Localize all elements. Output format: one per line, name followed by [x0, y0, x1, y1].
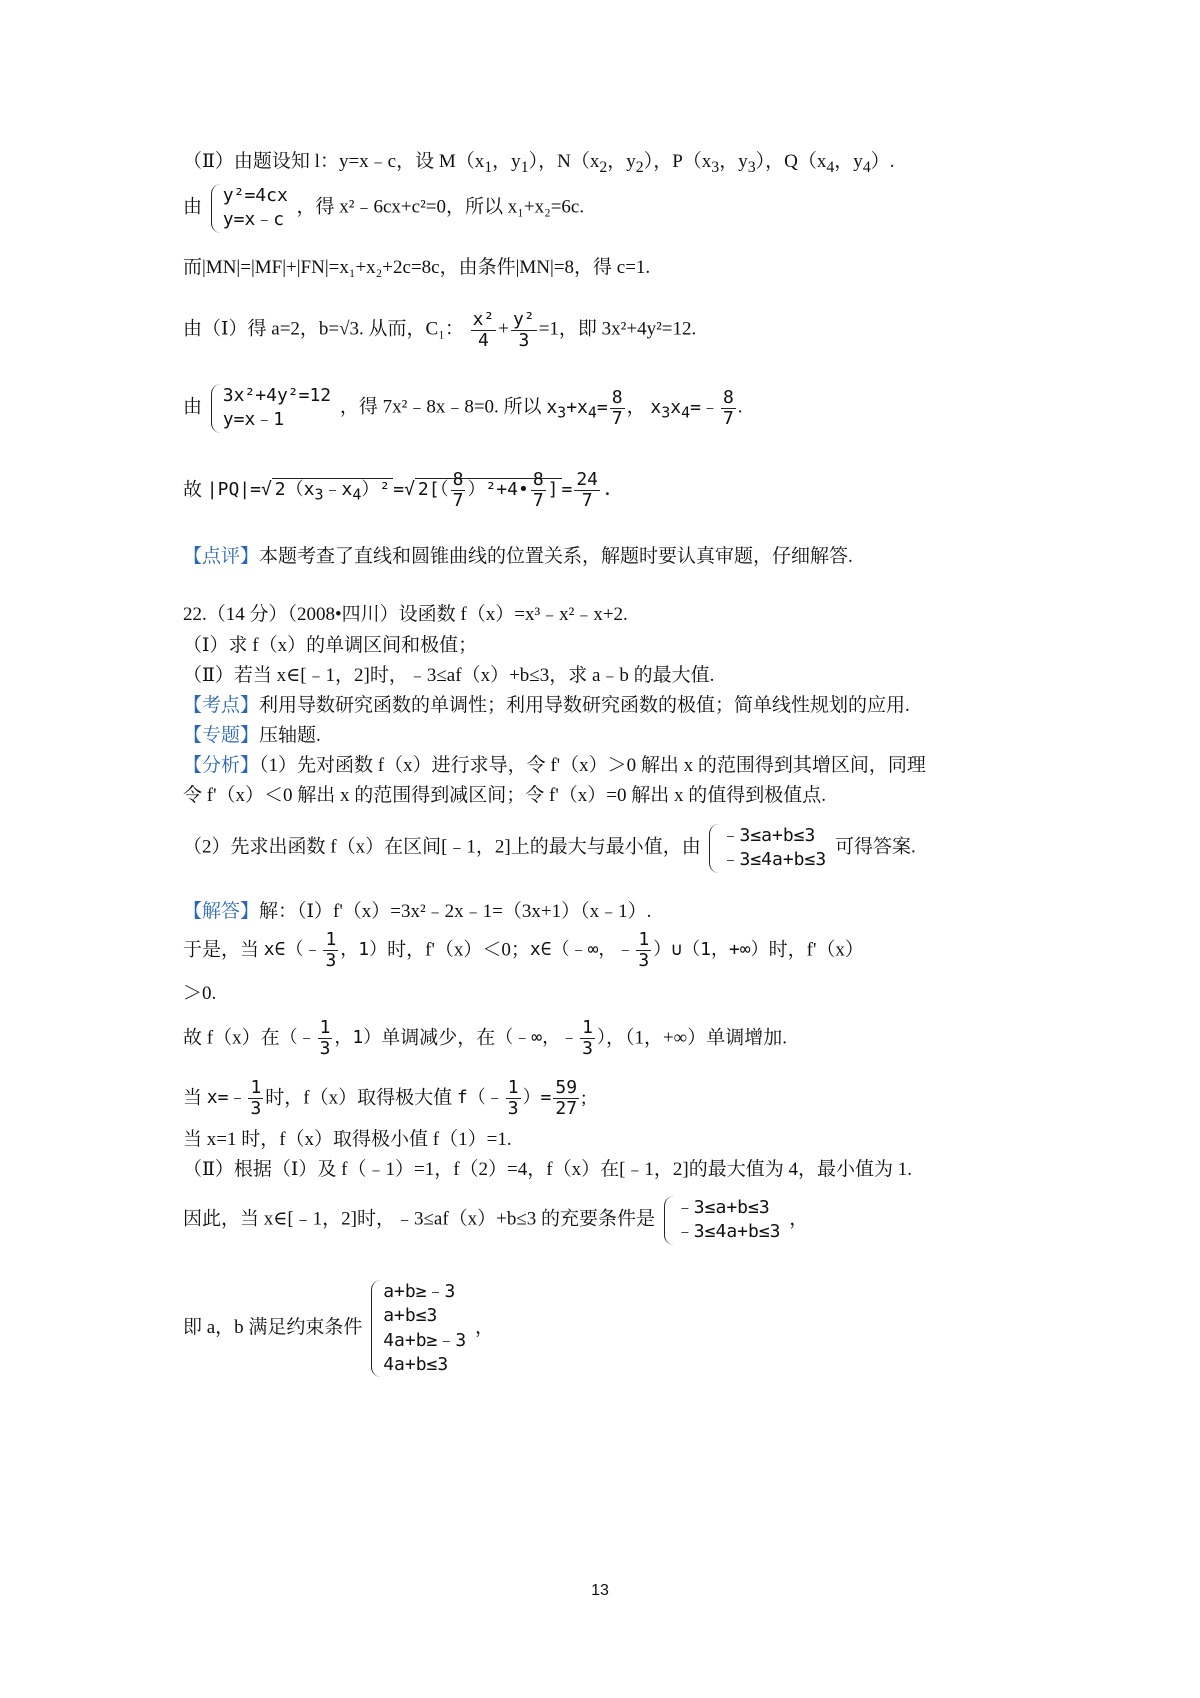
question-22-part-1: （Ⅰ）求 f（x）的单调区间和极值；: [183, 635, 478, 656]
solution-positive: ＞0.: [183, 983, 217, 1004]
line-ellipse: 由（Ⅰ）得 a=2，b=√3. 从而，C₁： $\frac{\text{x²}}{4}$ + $\frac{\text{y²}}{3}$ =1，即 3x²+4y²=12.: [183, 309, 697, 351]
solution-condition: 因此，当 x∈[﹣1，2]时，﹣3≤af（x）+b≤3 的充要条件是 ﹣3≤a+b≤3 ﹣3≤4a+b≤3 ，: [183, 1196, 808, 1245]
analysis-cont: 令 f'（x）＜0 解出 x 的范围得到减区间；令 f'（x）=0 解出 x 的值得到极值点.: [183, 785, 826, 806]
line-pq: 故 |PQ|=√ $2(x_3﹣x_4)^2$ =√ 2[（ $\frac{8}{7}$ ）²+4• $\frac{8}{7}$ ] = $\frac{24}{7}$ .: [183, 469, 613, 511]
solution-min: 当 x=1 时，f（x）取得极小值 f（1）=1.: [183, 1129, 512, 1150]
question-22: 22.（14 分）（2008•四川）设函数 f（x）=x³﹣x²﹣x+2.: [183, 604, 628, 625]
solution: 【解答】解：（Ⅰ）f'（x）=3x²﹣2x﹣1=（3x+1）（x﹣1）.: [183, 901, 652, 922]
solution-max: 当 x=﹣ $\frac{1}{3}$ 时，f（x）取得极大值 f（﹣ $\frac{1}{3}$ ）= $\frac{59}{27}$ ;: [183, 1077, 587, 1119]
equation-system: 3x²+4y²=12 y=x﹣1: [211, 384, 331, 433]
solution-constraints: 即 a，b 满足约束条件 a+b≥﹣3 a+b≤3 4a+b≥﹣3 4a+b≤3 ，: [183, 1280, 494, 1377]
note: 【点评】本题考查了直线和圆锥曲线的位置关系，解题时要认真审题，仔细解答.: [183, 546, 853, 567]
solution-monotonic: 于是，当 x∈（﹣ $\frac{1}{3}$ ，1）时，f'（x）＜0；x∈（﹣∞，﹣ $\frac{1}{3}$ ）∪（1，+∞）时，f'（x）: [183, 929, 864, 971]
category: 【专题】压轴题.: [183, 725, 321, 746]
topic: 【考点】利用导数研究函数的单调性；利用导数研究函数的极值；简单线性规划的应用.: [183, 695, 910, 716]
analysis: 【分析】（1）先对函数 f（x）进行求导，令 f'（x）＞0 解出 x 的范围得到其增区间，同理: [183, 755, 926, 776]
analysis-part-2: （2）先求出函数 f（x）在区间[﹣1，2]上的最大与最小值，由 ﹣3≤a+b≤3 ﹣3≤4a+b≤3 可得答案.: [183, 824, 916, 873]
line-system-2: 由 3x²+4y²=12 y=x﹣1 ，得 7x²﹣8x﹣8=0. 所以 $x_3+x_4=$ $\frac{8}{7}$ ， $x_3x_4=﹣$ $\frac{8}{7}$ .: [183, 384, 743, 433]
line-setup: （Ⅱ）由题设知 l：y=x﹣c，设 $M(x_1$，$y_1$），$N(x_2$，$y_2$），$P(x_3$，$y_3$），$Q(x_4$，$y_4$）.: [183, 151, 895, 176]
question-22-part-2: （Ⅱ）若当 x∈[﹣1，2]时，﹣3≤af（x）+b≤3，求 a﹣b 的最大值.: [183, 665, 715, 686]
page-number: 13: [591, 1582, 609, 1599]
line-system-1: 由 y²=4cx y=x﹣c ，得 x²﹣6cx+c²=0，所以 x₁+x₂=6c.: [183, 184, 584, 233]
solution-part-2: （Ⅱ）根据（Ⅰ）及 f（﹣1）=1，f（2）=4，f（x）在[﹣1，2]的最大值为 4，最小值为 1.: [183, 1159, 912, 1180]
solution-intervals: 故 f（x）在（﹣ $\frac{1}{3}$ ，1）单调减少，在（﹣∞，﹣ $\frac{1}{3}$ ），（1，+∞）单调增加.: [183, 1017, 787, 1059]
line-mn-length: 而|MN|=|MF|+|FN|=x₁+x₂+2c=8c，由条件|MN|=8，得 c=1.: [183, 257, 651, 278]
equation-system: y²=4cx y=x﹣c: [211, 184, 288, 233]
